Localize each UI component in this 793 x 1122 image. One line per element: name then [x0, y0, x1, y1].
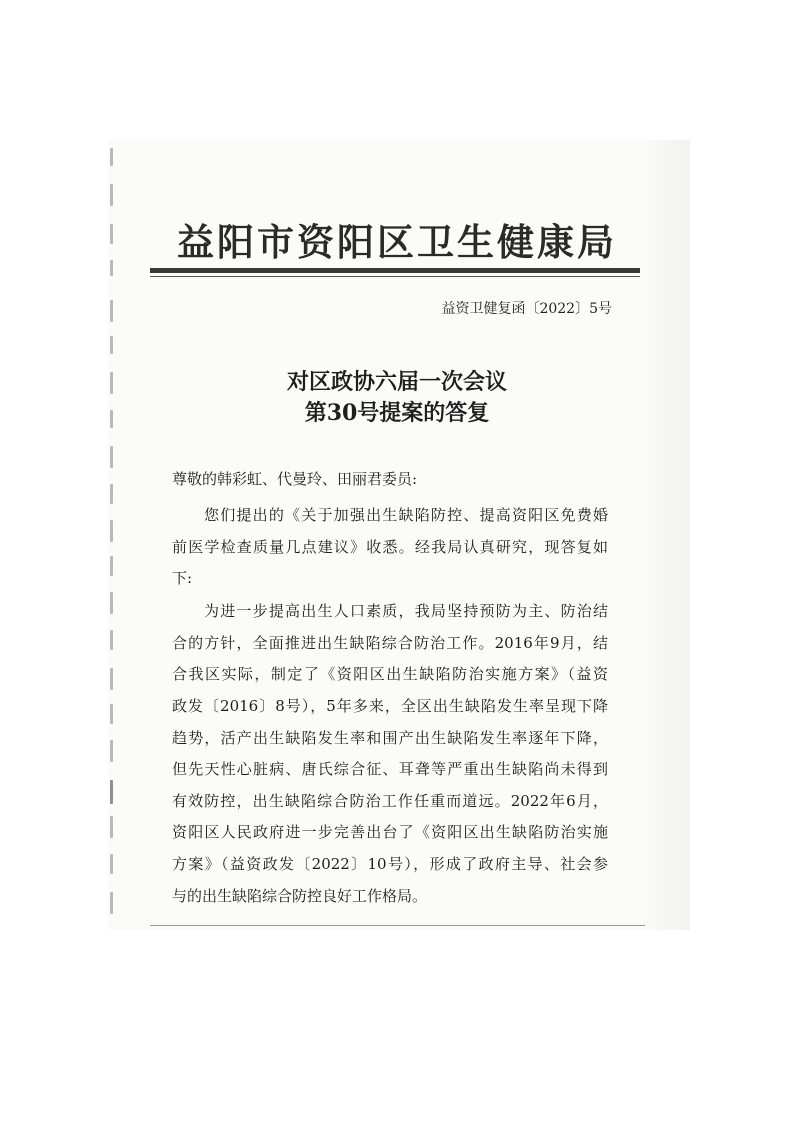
page-bottom-edge	[150, 925, 645, 926]
paragraph2-line: 合我区实际，制定了《资阳区出生缺陷防治实施方案》（益资	[172, 665, 608, 683]
paragraph2-line: 趋势，活产出生缺陷发生率和围产出生缺陷发生率逐年下降，	[172, 729, 608, 747]
document-title-line1: 对区政协六届一次会议	[286, 369, 507, 395]
paragraph1-line: 前医学检查质量几点建议》收悉。经我局认真研究，现答复如	[172, 538, 608, 556]
paragraph2-line: 方案》（益资政发〔2022〕10号），形成了政府主导、社会参	[172, 855, 608, 873]
paragraph2-line: 为进一步提高出生人口素质，我局坚持预防为主、防治结	[204, 602, 608, 620]
paragraph2-line: 资阳区人民政府进一步完善出台了《资阳区出生缺陷防治实施	[172, 823, 608, 841]
paragraph2-line: 与的出生缺陷综合防控良好工作格局。	[172, 887, 428, 905]
binding-marks	[108, 140, 118, 930]
header-rule-thin	[150, 276, 640, 277]
header-rule-thick	[150, 268, 640, 273]
salutation: 尊敬的韩彩虹、代曼玲、田丽君委员:	[172, 470, 418, 488]
header-organization: 益阳市资阳区卫生健康局	[177, 220, 617, 264]
paragraph2-line: 但先天性心脏病、唐氏综合征、耳聋等严重出生缺陷尚未得到	[172, 760, 608, 778]
paragraph2-line: 政发〔2016〕8号），5年多来，全区出生缺陷发生率呈现下降	[172, 697, 608, 715]
paragraph1-line: 您们提出的《关于加强出生缺陷防控、提高资阳区免费婚	[204, 506, 608, 524]
paragraph1-line: 下:	[172, 569, 193, 587]
page-edge-shadow	[640, 140, 690, 930]
paragraph2-line: 有效防控，出生缺陷综合防治工作任重而道远。2022年6月，	[172, 792, 608, 810]
document-number: 益资卫健复函〔2022〕5号	[441, 301, 612, 317]
document-title-line2: 第30号提案的答复	[304, 400, 490, 426]
paragraph2-line: 合的方针，全面推进出生缺陷综合防治工作。2016年9月，结	[172, 634, 608, 652]
